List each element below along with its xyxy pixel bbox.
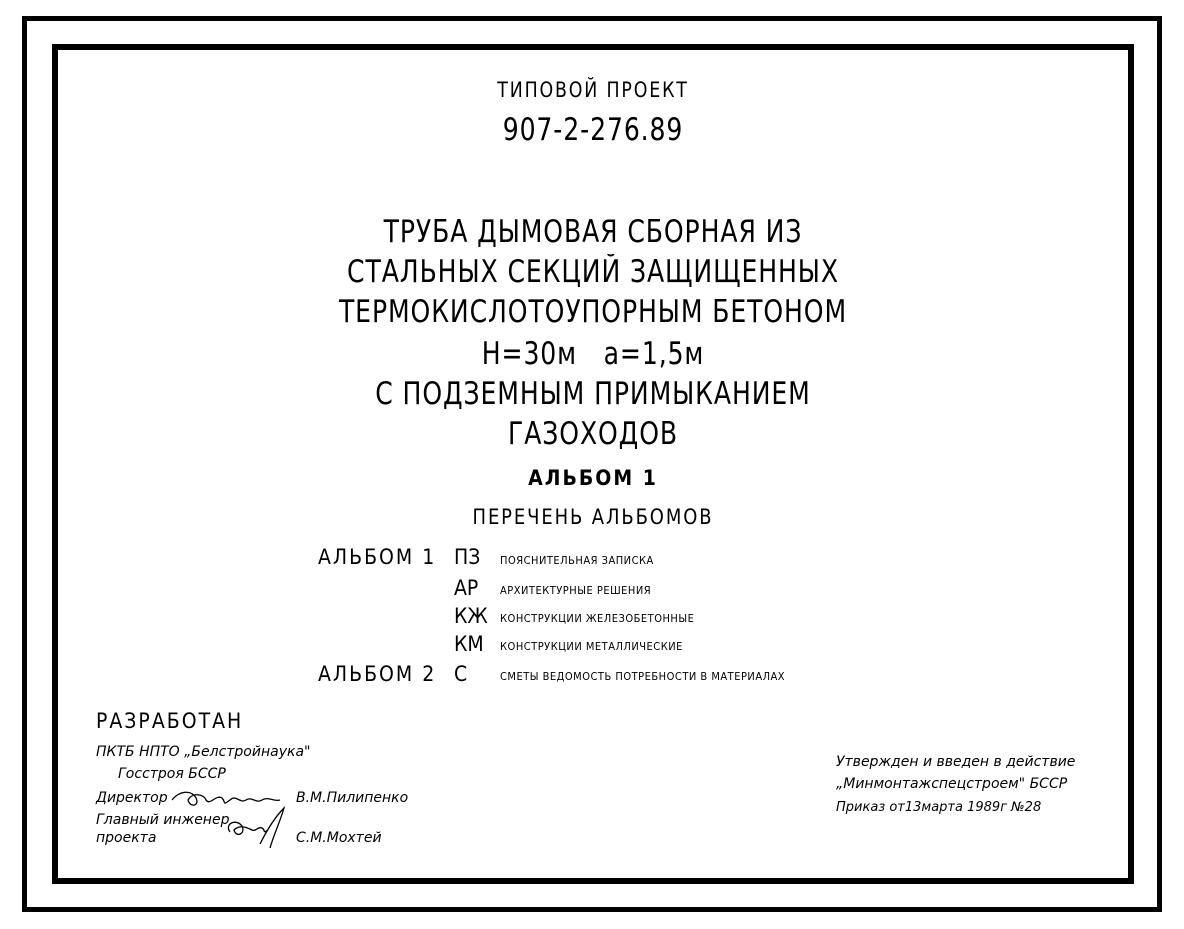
album-name: АЛЬБОМ 1 bbox=[318, 545, 437, 569]
album-description: АРХИТЕКТУРНЫЕ РЕШЕНИЯ bbox=[500, 584, 652, 597]
chief-engineer-label-line-2: проекта bbox=[96, 830, 157, 846]
title-line-6: ГАЗОХОДОВ bbox=[508, 416, 678, 452]
album-description: ПОЯСНИТЕЛЬНАЯ ЗАПИСКА bbox=[500, 554, 654, 567]
album-code: КЖ bbox=[454, 604, 488, 628]
album-code: С bbox=[454, 662, 468, 686]
album-description: КОНСТРУКЦИИ МЕТАЛЛИЧЕСКИЕ bbox=[500, 640, 683, 653]
project-number: 907-2-276.89 bbox=[502, 112, 684, 148]
album-description: СМЕТЫ ВЕДОМОСТЬ ПОТРЕБНОСТИ В МАТЕРИАЛАХ bbox=[500, 670, 786, 683]
title-line-4: Н=30м а=1,5м bbox=[481, 336, 705, 372]
approval-line-2: „Минмонтажспецстроем" БССР bbox=[836, 776, 1068, 792]
album-list-title: ПЕРЕЧЕНЬ АЛЬБОМОВ bbox=[472, 505, 714, 529]
title-line-2: СТАЛЬНЫХ СЕКЦИЙ ЗАЩИЩЕННЫХ bbox=[347, 254, 839, 290]
developer-heading: РАЗРАБОТАН bbox=[96, 709, 244, 733]
chief-engineer-name: С.М.Мохтей bbox=[296, 830, 382, 846]
album-code: ПЗ bbox=[454, 545, 481, 569]
title-line-3: ТЕРМОКИСЛОТОУПОРНЫМ БЕТОНОМ bbox=[338, 294, 848, 330]
album-code: АР bbox=[454, 576, 479, 600]
title-line-1: ТРУБА ДЫМОВАЯ СБОРНАЯ ИЗ bbox=[383, 214, 803, 250]
project-type-label: ТИПОВОЙ ПРОЕКТ bbox=[497, 78, 689, 102]
album-code: КМ bbox=[454, 632, 484, 656]
chief-engineer-label-line-1: Главный инженер bbox=[96, 812, 230, 828]
approval-line-1: Утвержден и введен в действие bbox=[836, 754, 1076, 770]
title-line-5: С ПОДЗЕМНЫМ ПРИМЫКАНИЕМ bbox=[375, 376, 811, 412]
chief-engineer-signature bbox=[222, 804, 302, 854]
director-label: Директор bbox=[96, 790, 168, 806]
album-description: КОНСТРУКЦИИ ЖЕЛЕЗОБЕТОННЫЕ bbox=[500, 612, 695, 625]
developer-org-line-1: ПКТБ НПТО „Белстройнаука" bbox=[96, 744, 311, 760]
album-name: АЛЬБОМ 2 bbox=[318, 662, 437, 686]
developer-org-line-2: Госстроя БССР bbox=[118, 766, 226, 782]
approval-line-3: Приказ от13марта 1989г №28 bbox=[836, 800, 1042, 815]
album-label: АЛЬБОМ 1 bbox=[528, 466, 658, 490]
director-name: В.М.Пилипенко bbox=[296, 790, 409, 806]
